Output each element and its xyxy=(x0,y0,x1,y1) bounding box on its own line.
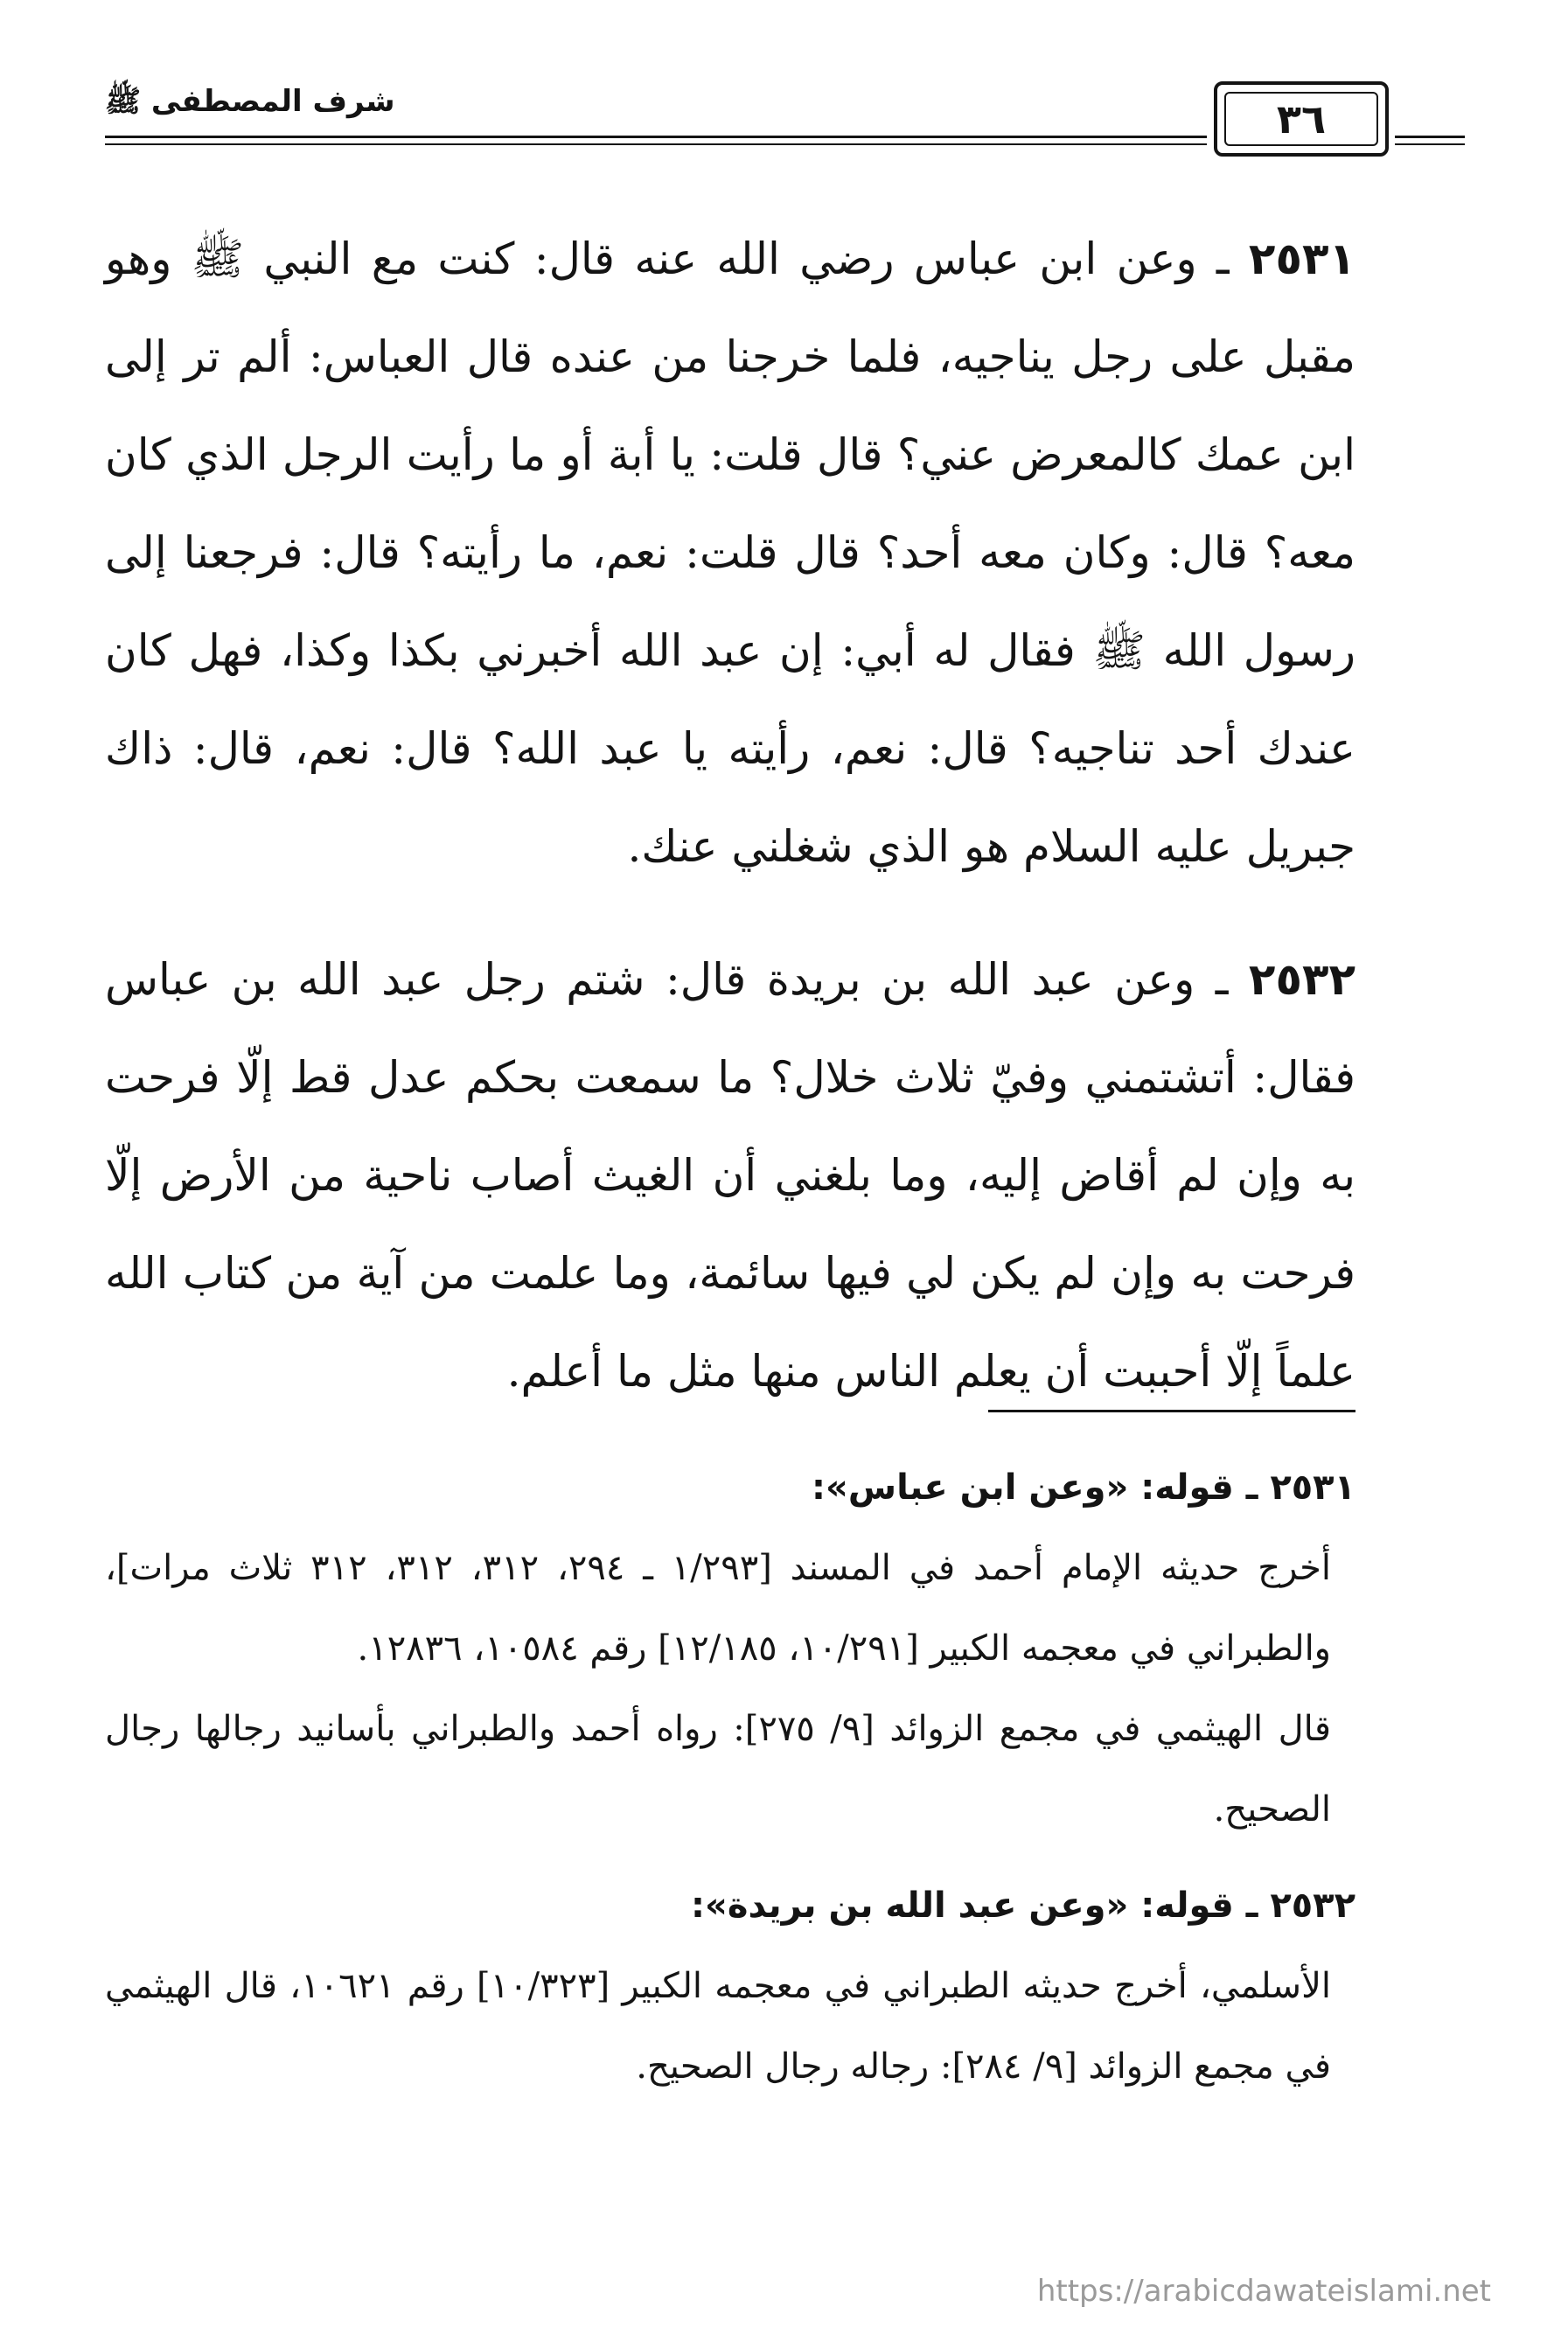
header-rule xyxy=(1395,143,1465,145)
footnote-paragraph: الأسلمي، أخرج حديثه الطبراني في معجمه الكبير [١٠/٣٢٣] رقم ١٠٦٢١، قال الهيثمي في مجمع الزوائد [٩/ ٢٨٤]: رجاله رجال الصحيح. xyxy=(105,1966,1332,2087)
hadith-number: ٢٥٣٢ xyxy=(1248,954,1355,1005)
footnote-paragraph: أخرج حديثه الإمام أحمد في المسند [١/٢٩٣ ـ ٢٩٤، ٣١٢، ٣١٢، ٣١٢ ثلاث مرات]، والطبراني في معجمه الكبير [١٠/٢٩١، ١٢/١٨٥] رقم ١٠٥٨٤، ١٢٨٣٦. xyxy=(105,1548,1332,1669)
footnote xyxy=(105,1865,1355,2107)
hadith-paragraph xyxy=(105,931,1355,1420)
footnote-separator xyxy=(988,1410,1355,1412)
hadith-paragraph xyxy=(105,210,1355,896)
footnote-paragraph: قال الهيثمي في مجمع الزوائد [٩/ ٢٧٥]: رواه أحمد والطبراني بأسانيد رجالها رجال الصحيح. xyxy=(105,1709,1331,1830)
header-rule xyxy=(105,136,1207,138)
page-number-frame xyxy=(1214,81,1389,157)
header-rule xyxy=(105,143,1207,145)
hadith-text: ـ وعن عبد الله بن بريدة قال: شتم رجل عبد الله بن عباس فقال: أتشتمني وفيّ ثلاث خلال؟ ما سمعت بحكم عدل قط إلّا فرحت به وإن لم أقاض إليه، وما بلغني أن الغيث أصاب ناحية من الأرض إلّا فرحت به وإن لم يكن لي فيها سائمة، وما علمت من آية من كتاب الله علماً إلّا أحببت أن يعلم الناس منها مثل ما أعلم. xyxy=(105,954,1355,1397)
hadith-number: ٢٥٣١ xyxy=(1248,234,1355,284)
running-title xyxy=(105,83,472,126)
watermark-url: https://arabicdawateislami.net xyxy=(1036,2274,1491,2309)
header-rule xyxy=(1395,136,1465,138)
hadith-text: ـ وعن ابن عباس رضي الله عنه قال: كنت مع النبي ﷺ وهو مقبل على رجل يناجيه، فلما خرجنا من عنده قال العباس: ألم تر إلى ابن عمك كالمعرض عني؟ قال قلت: يا أبة أو ما رأيت الرجل الذي كان معه؟ قال: وكان معه أحد؟ قال قلت: نعم، ما رأيته؟ قال: فرجعنا إلى رسول الله ﷺ فقال له أبي: إن عبد الله أخبرني بكذا وكذا، فهل كان عندك أحد تناجيه؟ قال: نعم، رأيته يا عبد الله؟ قال: نعم، قال: ذاك جبريل عليه السلام هو الذي شغلني عنك. xyxy=(105,234,1355,872)
page-header xyxy=(105,74,1465,171)
main-text xyxy=(105,210,1355,1455)
page-number: ٣٦ xyxy=(1224,92,1378,146)
footnote xyxy=(105,1447,1355,1850)
footnote-heading: ٢٥٣١ ـ قوله: «وعن ابن عباس»: xyxy=(812,1467,1355,1508)
footnotes xyxy=(105,1447,1355,2122)
footnote-heading: ٢٥٣٢ ـ قوله: «وعن عبد الله بن بريدة»: xyxy=(691,1885,1355,1926)
running-title-text: شرف المصطفى ﷺ xyxy=(105,84,395,119)
